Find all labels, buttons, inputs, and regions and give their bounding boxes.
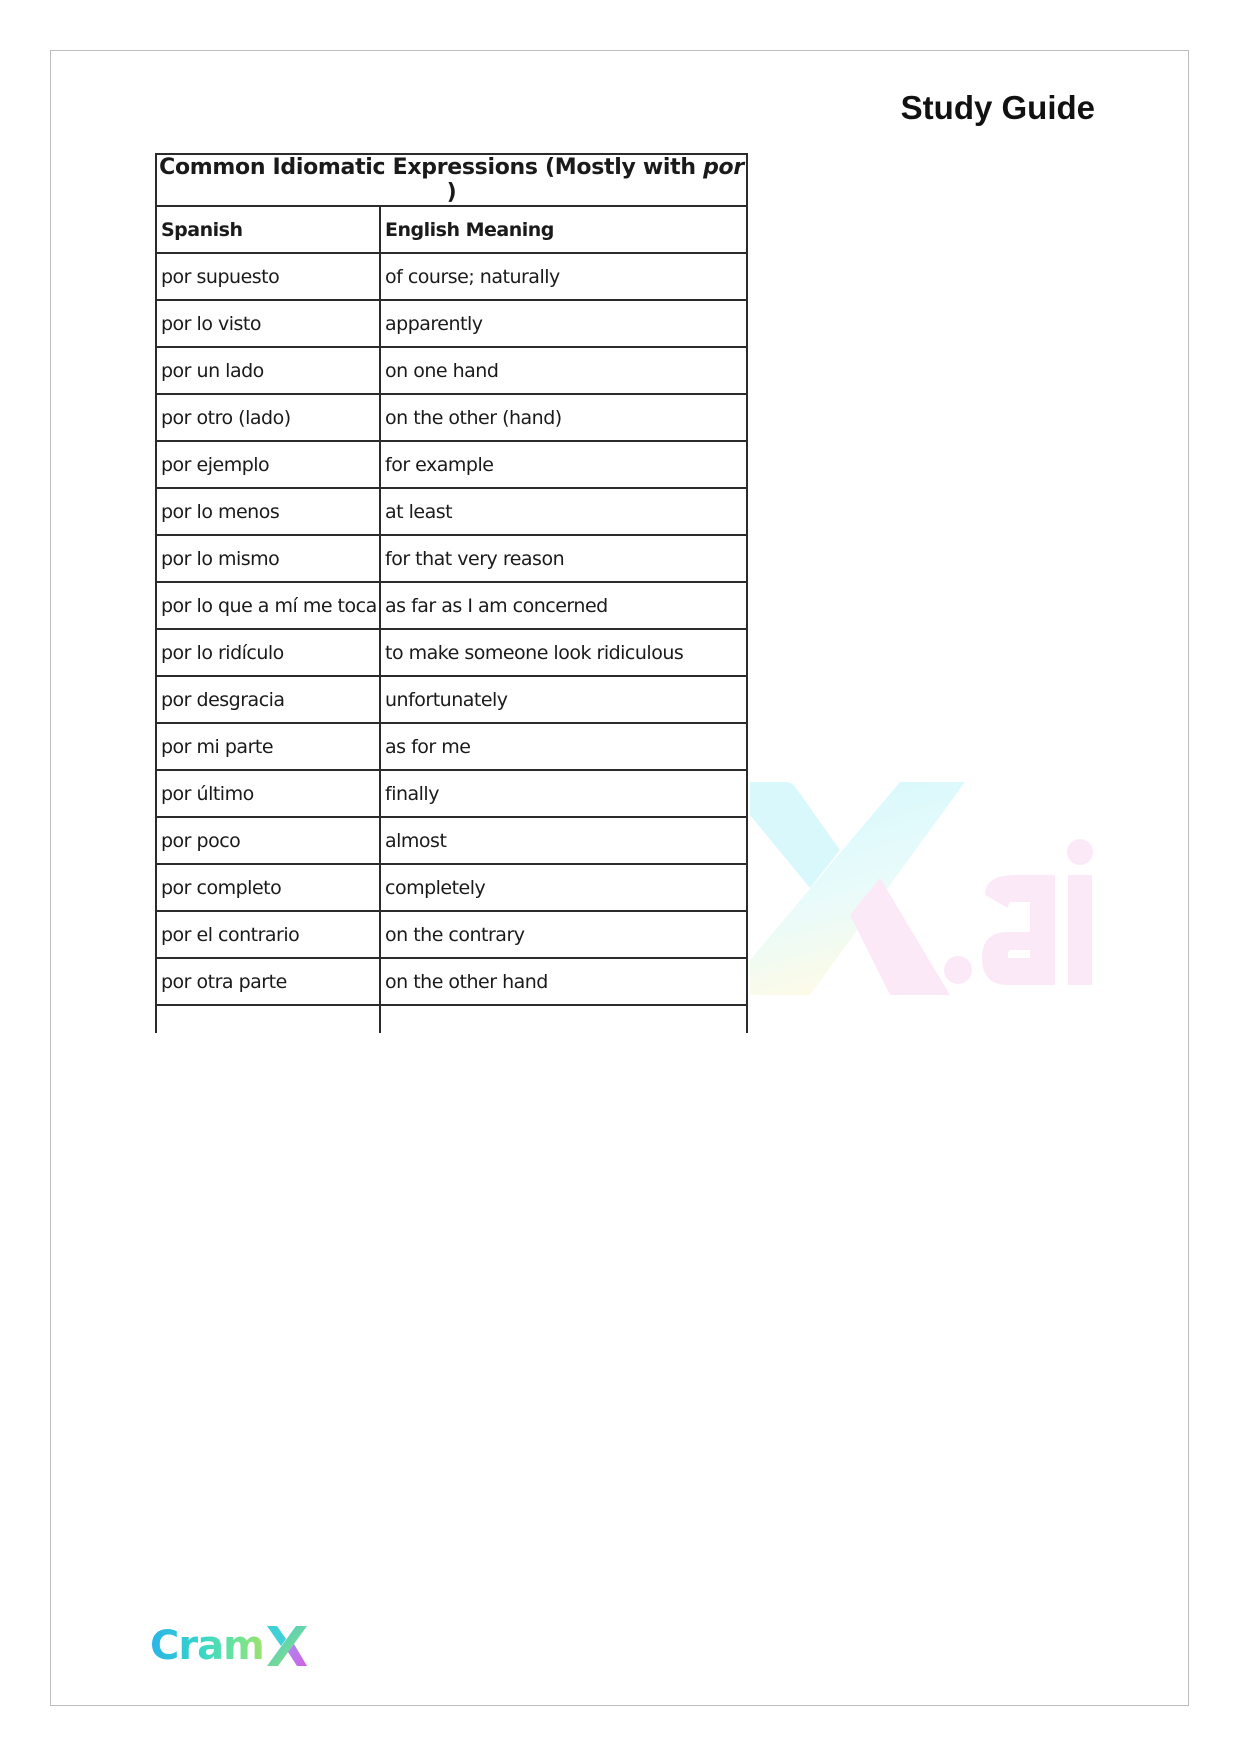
table-row bbox=[156, 582, 747, 629]
table-title-emphasis: por bbox=[703, 155, 744, 180]
table-title-row bbox=[156, 154, 747, 206]
cell-spanish-empty bbox=[156, 1005, 380, 1033]
idioms-table bbox=[155, 153, 748, 1033]
table-row bbox=[156, 394, 747, 441]
table-row bbox=[156, 817, 747, 864]
table-row bbox=[156, 770, 747, 817]
cell-spanish: por lo visto bbox=[156, 300, 380, 347]
cell-spanish: por lo ridículo bbox=[156, 629, 380, 676]
column-header-english: English Meaning bbox=[380, 206, 747, 253]
cell-english: completely bbox=[380, 864, 747, 911]
logo-x-icon bbox=[266, 1624, 308, 1668]
cell-spanish: por otra parte bbox=[156, 958, 380, 1005]
cell-english: on the other (hand) bbox=[380, 394, 747, 441]
table-row-truncated bbox=[156, 1005, 747, 1033]
cell-english: apparently bbox=[380, 300, 747, 347]
table-row bbox=[156, 864, 747, 911]
table-row bbox=[156, 488, 747, 535]
cell-spanish: por mi parte bbox=[156, 723, 380, 770]
cell-spanish: por lo mismo bbox=[156, 535, 380, 582]
cell-english: for that very reason bbox=[380, 535, 747, 582]
cell-spanish: por el contrario bbox=[156, 911, 380, 958]
cell-english: finally bbox=[380, 770, 747, 817]
cell-english: unfortunately bbox=[380, 676, 747, 723]
cell-english: to make someone look ridiculous bbox=[380, 629, 747, 676]
table-row bbox=[156, 347, 747, 394]
cell-english: on the other hand bbox=[380, 958, 747, 1005]
cell-english: at least bbox=[380, 488, 747, 535]
table-row bbox=[156, 911, 747, 958]
cell-english: as for me bbox=[380, 723, 747, 770]
table-body bbox=[156, 253, 747, 1033]
cell-spanish: por último bbox=[156, 770, 380, 817]
idioms-table-container bbox=[155, 153, 749, 1033]
cell-english: of course; naturally bbox=[380, 253, 747, 300]
cell-spanish: por un lado bbox=[156, 347, 380, 394]
table-row bbox=[156, 441, 747, 488]
cell-english: almost bbox=[380, 817, 747, 864]
table-row bbox=[156, 253, 747, 300]
cell-spanish: por desgracia bbox=[156, 676, 380, 723]
table-title-suffix: ) bbox=[446, 180, 457, 205]
cell-spanish: por completo bbox=[156, 864, 380, 911]
table-row bbox=[156, 629, 747, 676]
cell-english: on one hand bbox=[380, 347, 747, 394]
column-header-spanish: Spanish bbox=[156, 206, 380, 253]
table-header-row bbox=[156, 206, 747, 253]
cell-spanish: por lo que a mí me toca bbox=[156, 582, 380, 629]
logo-wordmark: Cram bbox=[150, 1620, 264, 1672]
cell-spanish: por poco bbox=[156, 817, 380, 864]
table-title-text: Common Idiomatic Expressions (Mostly with bbox=[159, 155, 704, 180]
table-row bbox=[156, 676, 747, 723]
cramx-logo bbox=[150, 1620, 308, 1672]
table-row bbox=[156, 723, 747, 770]
table-row bbox=[156, 300, 747, 347]
cell-spanish: por otro (lado) bbox=[156, 394, 380, 441]
cell-spanish: por lo menos bbox=[156, 488, 380, 535]
cell-english-empty bbox=[380, 1005, 747, 1033]
table-title bbox=[156, 154, 747, 206]
cell-spanish: por supuesto bbox=[156, 253, 380, 300]
page-title: Study Guide bbox=[900, 89, 1095, 126]
cell-english: on the contrary bbox=[380, 911, 747, 958]
table-row bbox=[156, 535, 747, 582]
cell-english: for example bbox=[380, 441, 747, 488]
table-row bbox=[156, 958, 747, 1005]
cell-spanish: por ejemplo bbox=[156, 441, 380, 488]
cell-english: as far as I am concerned bbox=[380, 582, 747, 629]
